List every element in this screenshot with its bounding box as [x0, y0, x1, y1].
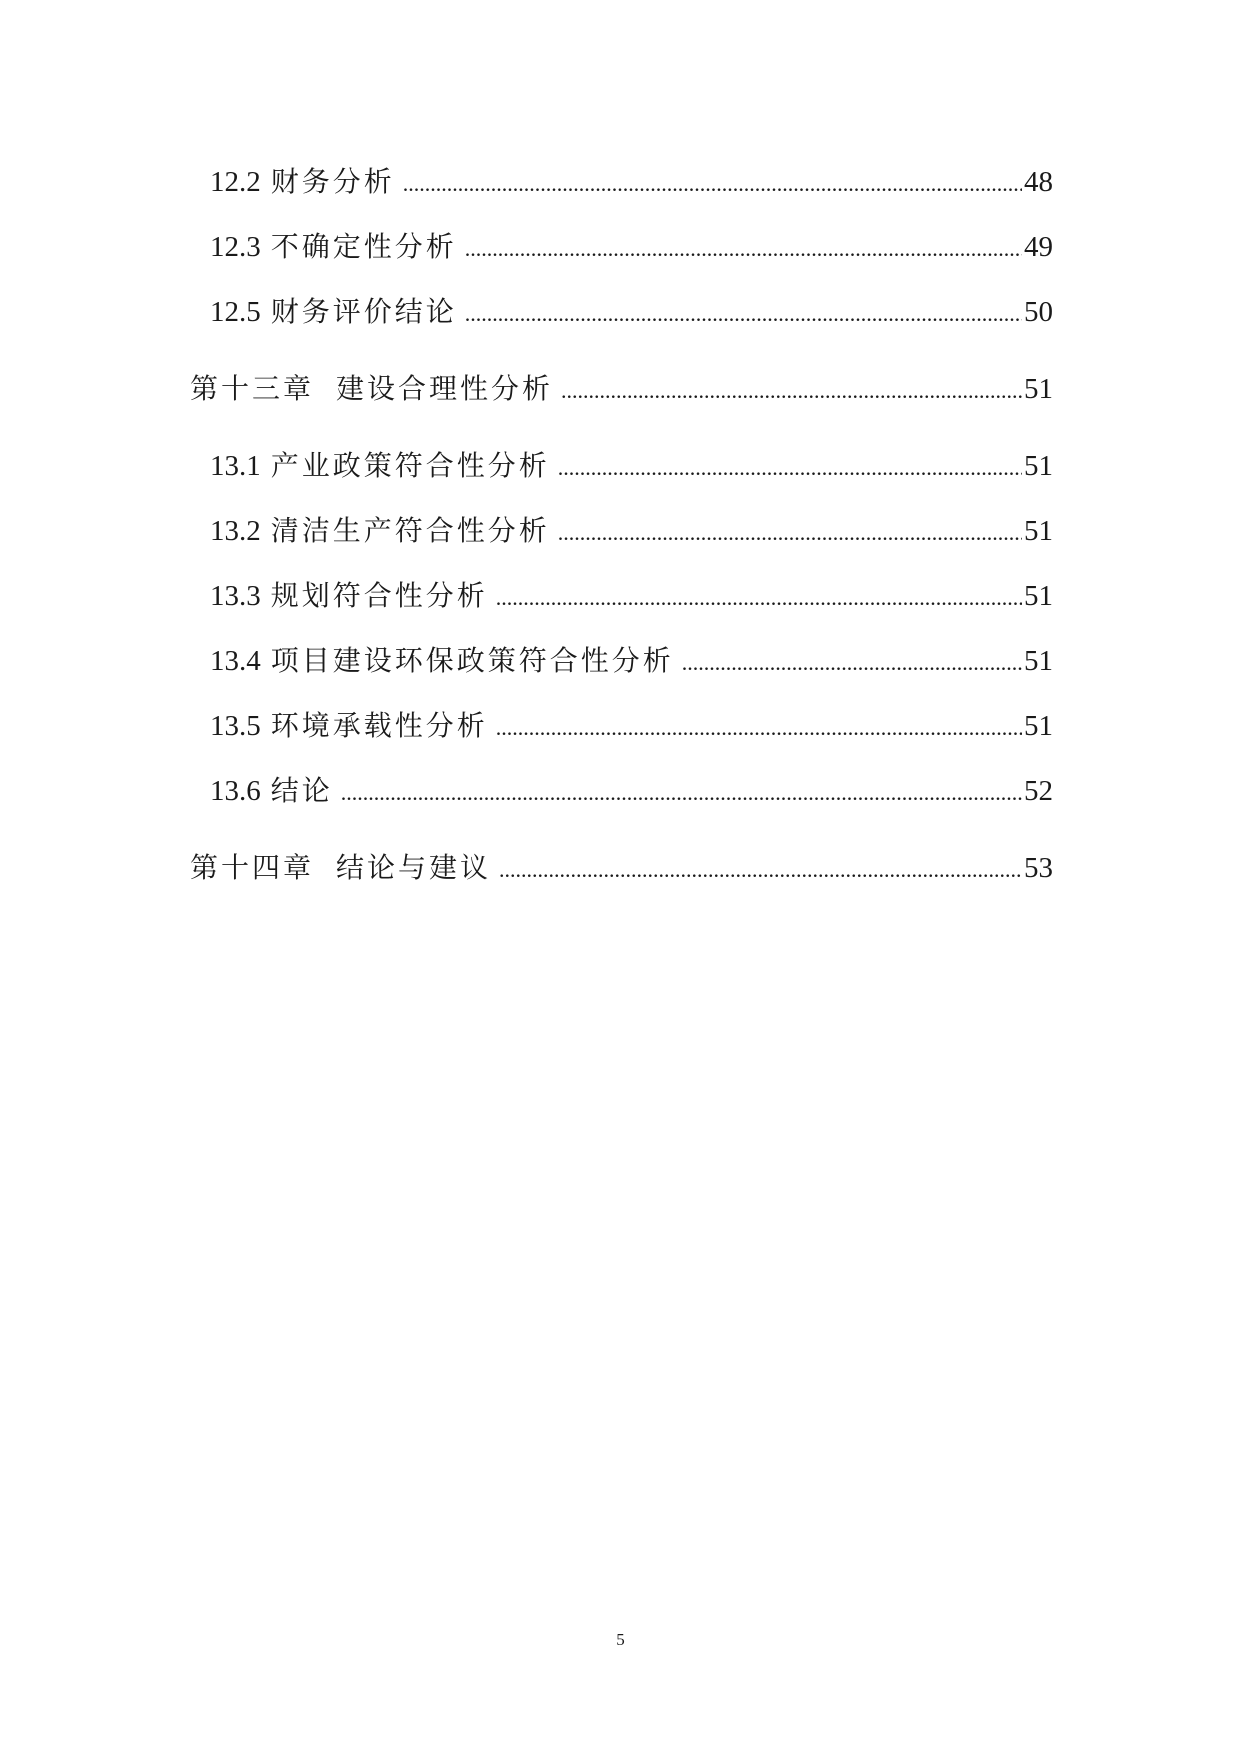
toc-entry-number: 13.2: [210, 515, 261, 547]
toc-dot-leader: [682, 643, 1022, 683]
toc-dot-leader: [465, 229, 1022, 269]
toc-entry-number: 12.3: [210, 231, 261, 263]
toc-entry-title: 不确定性分析: [270, 230, 457, 263]
toc-entry-13-6[interactable]: [210, 771, 1053, 811]
toc-entry-title: 产业政策符合性分析: [270, 449, 550, 482]
toc-entry-chapter-13[interactable]: [190, 369, 1053, 409]
toc-dot-leader: [561, 371, 1022, 411]
toc-entry-page: 48: [1024, 166, 1053, 198]
toc-entry-number: 12.5: [210, 296, 261, 328]
toc-dot-leader: [403, 164, 1022, 204]
toc-entry-13-2[interactable]: [210, 511, 1053, 551]
toc-entry-number: 12.2: [210, 166, 261, 198]
toc-entry-13-4[interactable]: [210, 641, 1053, 681]
toc-entry-number: 13.6: [210, 775, 261, 807]
toc-entry-title: 环境承载性分析: [270, 709, 488, 742]
toc-entry-title: 清洁生产符合性分析: [270, 514, 550, 547]
toc-entry-title: 规划符合性分析: [270, 579, 488, 612]
page-number: 5: [616, 1630, 625, 1649]
toc-entry-title: 财务分析: [270, 165, 395, 198]
toc-dot-leader: [465, 294, 1022, 334]
toc-entry-number: 13.3: [210, 580, 261, 612]
toc-entry-title: 项目建设环保政策符合性分析: [270, 644, 674, 677]
toc-entry-title: 结论: [270, 774, 333, 807]
toc-entry-title: 建设合理性分析: [336, 372, 554, 405]
toc-entry-13-1[interactable]: [210, 446, 1053, 486]
toc-dot-leader: [496, 708, 1022, 748]
toc-entry-12-5[interactable]: [210, 292, 1053, 332]
toc-dot-leader: [558, 513, 1022, 553]
toc-entry-number: 13.5: [210, 710, 261, 742]
toc-entry-page: 51: [1024, 515, 1053, 547]
toc-dot-leader: [496, 578, 1022, 618]
toc-entry-page: 51: [1024, 580, 1053, 612]
toc-entry-12-2[interactable]: [210, 162, 1053, 202]
toc-entry-page: 52: [1024, 775, 1053, 807]
toc-entry-page: 49: [1024, 231, 1053, 263]
toc-entry-page: 50: [1024, 296, 1053, 328]
toc-dot-leader: [558, 448, 1022, 488]
toc-entry-number: 第十三章: [190, 372, 315, 405]
toc-entry-13-3[interactable]: [210, 576, 1053, 616]
toc-entry-title: 结论与建议: [336, 851, 492, 884]
toc-entry-chapter-14[interactable]: [190, 848, 1053, 888]
toc-entry-number: 13.4: [210, 645, 261, 677]
toc-entry-page: 51: [1024, 450, 1053, 482]
toc-dot-leader: [341, 773, 1022, 813]
toc-entry-title: 财务评价结论: [270, 295, 457, 328]
toc-dot-leader: [499, 850, 1022, 890]
toc-entry-12-3[interactable]: [210, 227, 1053, 267]
toc-entry-page: 51: [1024, 710, 1053, 742]
toc-entry-page: 51: [1024, 373, 1053, 405]
toc-entry-page: 51: [1024, 645, 1053, 677]
toc-entry-page: 53: [1024, 852, 1053, 884]
toc-entry-13-5[interactable]: [210, 706, 1053, 746]
toc-entry-number: 13.1: [210, 450, 261, 482]
toc-entry-number: 第十四章: [190, 851, 315, 884]
